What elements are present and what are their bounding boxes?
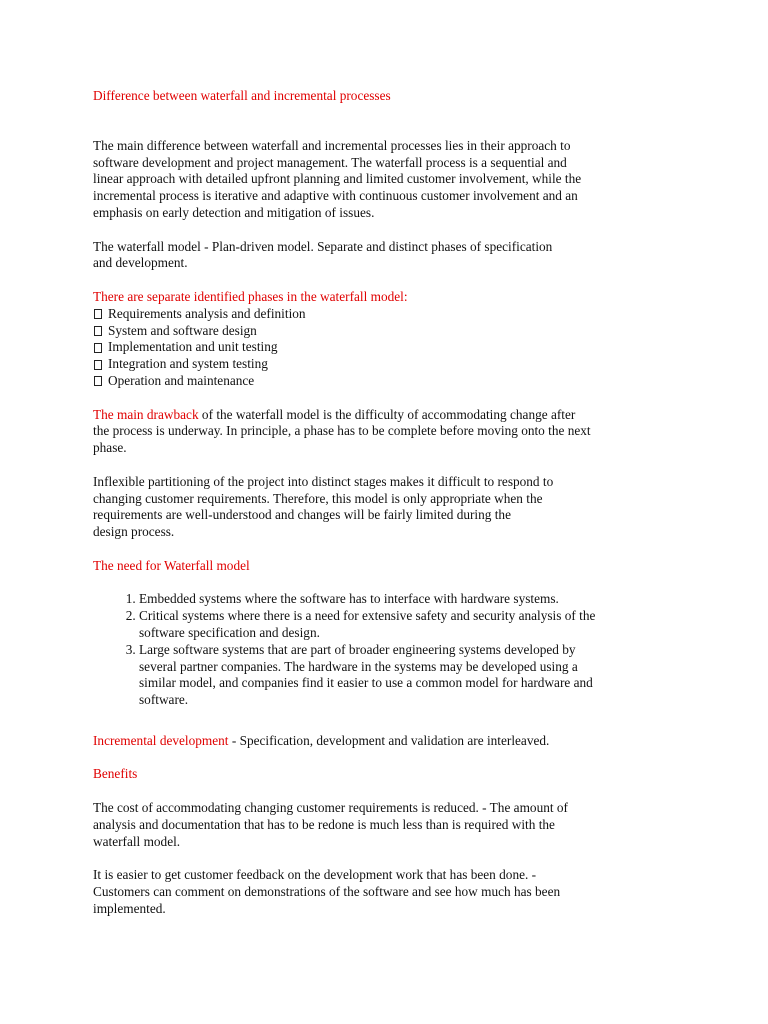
phase-label: Operation and maintenance: [108, 372, 255, 388]
waterfall-definition-line: and development.: [93, 255, 188, 271]
list-item: [93, 339, 674, 356]
drawback-highlight: The main drawback: [93, 406, 199, 422]
benefit-line: The cost of accommodating changing customer requirements is reduced. - The amount of: [93, 800, 568, 816]
drawback-text: of the waterfall model is the difficulty of accommodating change after: [198, 406, 576, 422]
list-item: [93, 356, 674, 373]
inflexible-paragraph: [93, 474, 674, 541]
checkbox-bullet-icon: [94, 376, 102, 386]
inflexible-line: Inflexible partitioning of the project into distinct stages makes it difficult to respond to: [93, 473, 554, 489]
benefit-line: implemented.: [93, 900, 166, 916]
checkbox-bullet-icon: [94, 360, 102, 370]
checkbox-bullet-icon: [94, 309, 102, 319]
intro-line: incremental process is iterative and adaptive with continuous customer involvement and an: [93, 188, 578, 204]
drawback-line: the process is underway. In principle, a phase has to be complete before moving onto the next: [93, 423, 591, 439]
needs-list: [93, 591, 674, 709]
incremental-highlight: Incremental development: [93, 732, 229, 748]
need-line: 3. Large software systems that are part of broader engineering systems developed by: [139, 641, 576, 657]
intro-line: linear approach with detailed upfront planning and limited customer involvement, while the: [93, 171, 582, 187]
phase-label: Integration and system testing: [108, 356, 268, 372]
phases-list: [93, 306, 674, 390]
list-item: [93, 323, 674, 340]
need-line: 1. Embedded systems where the software has to interface with hardware systems.: [139, 591, 559, 607]
benefit-paragraph-1: [93, 800, 674, 850]
list-item: [139, 591, 674, 608]
inflexible-line: design process.: [93, 524, 175, 540]
need-line: software.: [139, 692, 189, 708]
inflexible-line: requirements are well-understood and changes will be fairly limited during the: [93, 507, 511, 523]
list-item: [139, 608, 674, 642]
benefit-paragraph-2: [93, 867, 674, 917]
waterfall-definition-line: The waterfall model - Plan-driven model. Separate and distinct phases of specification: [93, 238, 553, 254]
phase-label: Requirements analysis and definition: [108, 305, 306, 321]
document-title: Difference between waterfall and incremental processes: [93, 88, 391, 103]
benefit-line: It is easier to get customer feedback on the development work that has been done. -: [93, 867, 537, 883]
checkbox-bullet-icon: [94, 326, 102, 336]
intro-line: The main difference between waterfall and incremental processes lies in their approach to: [93, 137, 571, 153]
intro-line: emphasis on early detection and mitigation of issues.: [93, 204, 375, 220]
phase-label: Implementation and unit testing: [108, 339, 278, 355]
phases-heading: There are separate identified phases in the waterfall model:: [93, 288, 408, 304]
intro-line: software development and project management. The waterfall process is a sequential and: [93, 154, 567, 170]
incremental-text: - Specification, development and validation are interleaved.: [228, 732, 550, 748]
benefit-line: waterfall model.: [93, 833, 181, 849]
intro-paragraph: [93, 138, 674, 222]
need-line: software specification and design.: [139, 624, 320, 640]
drawback-line: [93, 407, 674, 424]
inflexible-line: changing customer requirements. Therefore, this model is only appropriate when the: [93, 490, 543, 506]
checkbox-bullet-icon: [94, 343, 102, 353]
benefits-heading: Benefits: [93, 766, 138, 782]
benefit-line: Customers can comment on demonstrations of the software and see how much has been: [93, 884, 561, 900]
incremental-paragraph: [93, 733, 674, 750]
drawback-line: phase.: [93, 440, 127, 456]
need-line: several partner companies. The hardware in the systems may be developed using a: [139, 658, 578, 674]
drawback-paragraph: [93, 407, 674, 457]
list-item: [93, 373, 674, 390]
need-line: 2. Critical systems where there is a need for extensive safety and security analysis of the: [139, 608, 596, 624]
need-line: similar model, and companies find it easier to use a common model for hardware and: [139, 675, 593, 691]
need-heading: The need for Waterfall model: [93, 557, 250, 573]
phase-label: System and software design: [108, 322, 257, 338]
waterfall-definition: [93, 239, 674, 273]
list-item: [139, 642, 674, 709]
list-item: [93, 306, 674, 323]
benefit-line: analysis and documentation that has to be redone is much less than is required with the: [93, 816, 555, 832]
